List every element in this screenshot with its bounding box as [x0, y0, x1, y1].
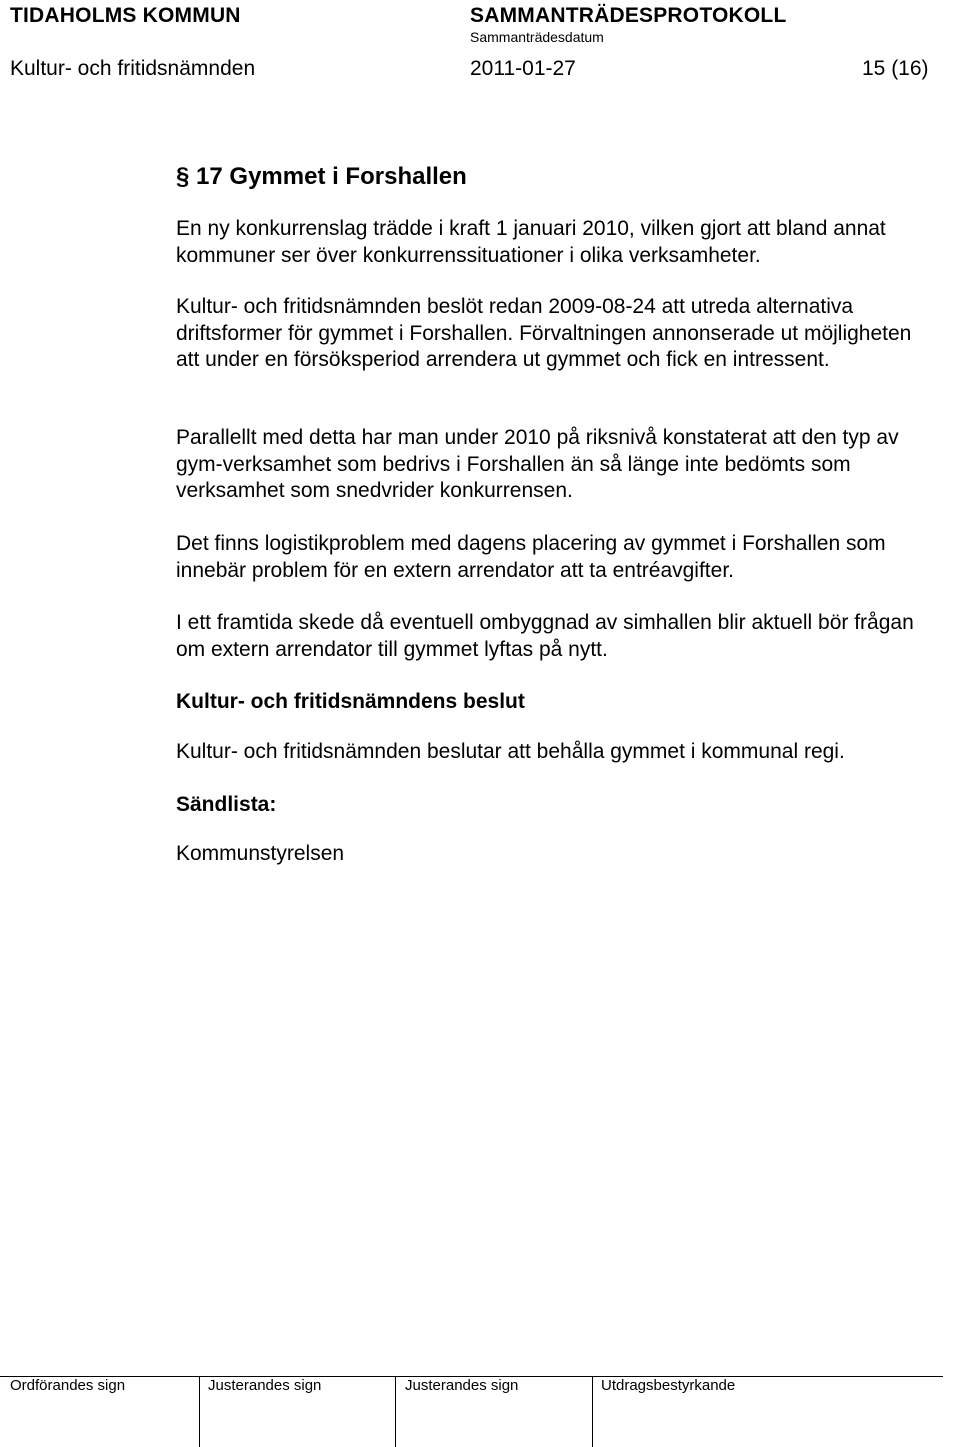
- meeting-date-label: Sammanträdesdatum: [470, 29, 604, 45]
- extract-certification-label: Utdragsbestyrkande: [601, 1377, 736, 1394]
- municipality-name: TIDAHOLMS KOMMUN: [10, 4, 241, 27]
- paragraph-1: En ny konkurrenslag trädde i kraft 1 januari 2010, vilken gjort att bland annat kommuner ser över konkurrenssituationer i olika verksamheter.: [176, 217, 886, 267]
- adjuster-signature-label-2: Justerandes sign: [405, 1377, 519, 1394]
- document-type: SAMMANTRÄDESPROTOKOLL: [470, 4, 787, 27]
- footer-divider: [592, 1376, 594, 1447]
- section-symbol: §: [176, 163, 190, 190]
- section-title: [176, 163, 467, 191]
- distribution-recipient: Kommunstyrelsen: [176, 842, 345, 865]
- adjuster-signature-label-1: Justerandes sign: [208, 1377, 322, 1394]
- paragraph-4: Det finns logistikproblem med dagens placering av gymmet i Forshallen som innebär problem för en extern arrendator att ta entréavgifter.: [176, 532, 886, 582]
- committee-name: Kultur- och fritidsnämnden: [10, 57, 256, 80]
- paragraph-5: I ett framtida skede då eventuell ombyggnad av simhallen blir aktuell bör frågan om extern arrendator till gymmet lyftas på nytt.: [176, 611, 914, 661]
- page-number: 15 (16): [862, 57, 929, 80]
- paragraph-2: Kultur- och fritidsnämnden beslöt redan 2009-08-24 att utreda alternativa driftsformer för gymmet i Forshallen. Förvaltningen annonserade ut möjligheten att under en försöksperiod arrendera ut gymmet och fick en intressent.: [176, 295, 912, 371]
- distribution-heading: Sändlista:: [176, 793, 277, 816]
- section-title-text: 17 Gymmet i Forshallen: [196, 163, 467, 190]
- footer-divider: [199, 1376, 201, 1447]
- footer-divider: [395, 1376, 397, 1447]
- meeting-date: 2011-01-27: [470, 57, 576, 80]
- decision-text: Kultur- och fritidsnämnden beslutar att behålla gymmet i kommunal regi.: [176, 740, 845, 763]
- paragraph-3: Parallellt med detta har man under 2010 på riksnivå konstaterat att den typ av gym-verksamhet som bedrivs i Forshallen än så länge inte bedömts som verksamhet som snedvrider konkurrensen.: [176, 426, 899, 502]
- decision-heading: Kultur- och fritidsnämndens beslut: [176, 690, 525, 713]
- chair-signature-label: Ordförandes sign: [10, 1377, 126, 1394]
